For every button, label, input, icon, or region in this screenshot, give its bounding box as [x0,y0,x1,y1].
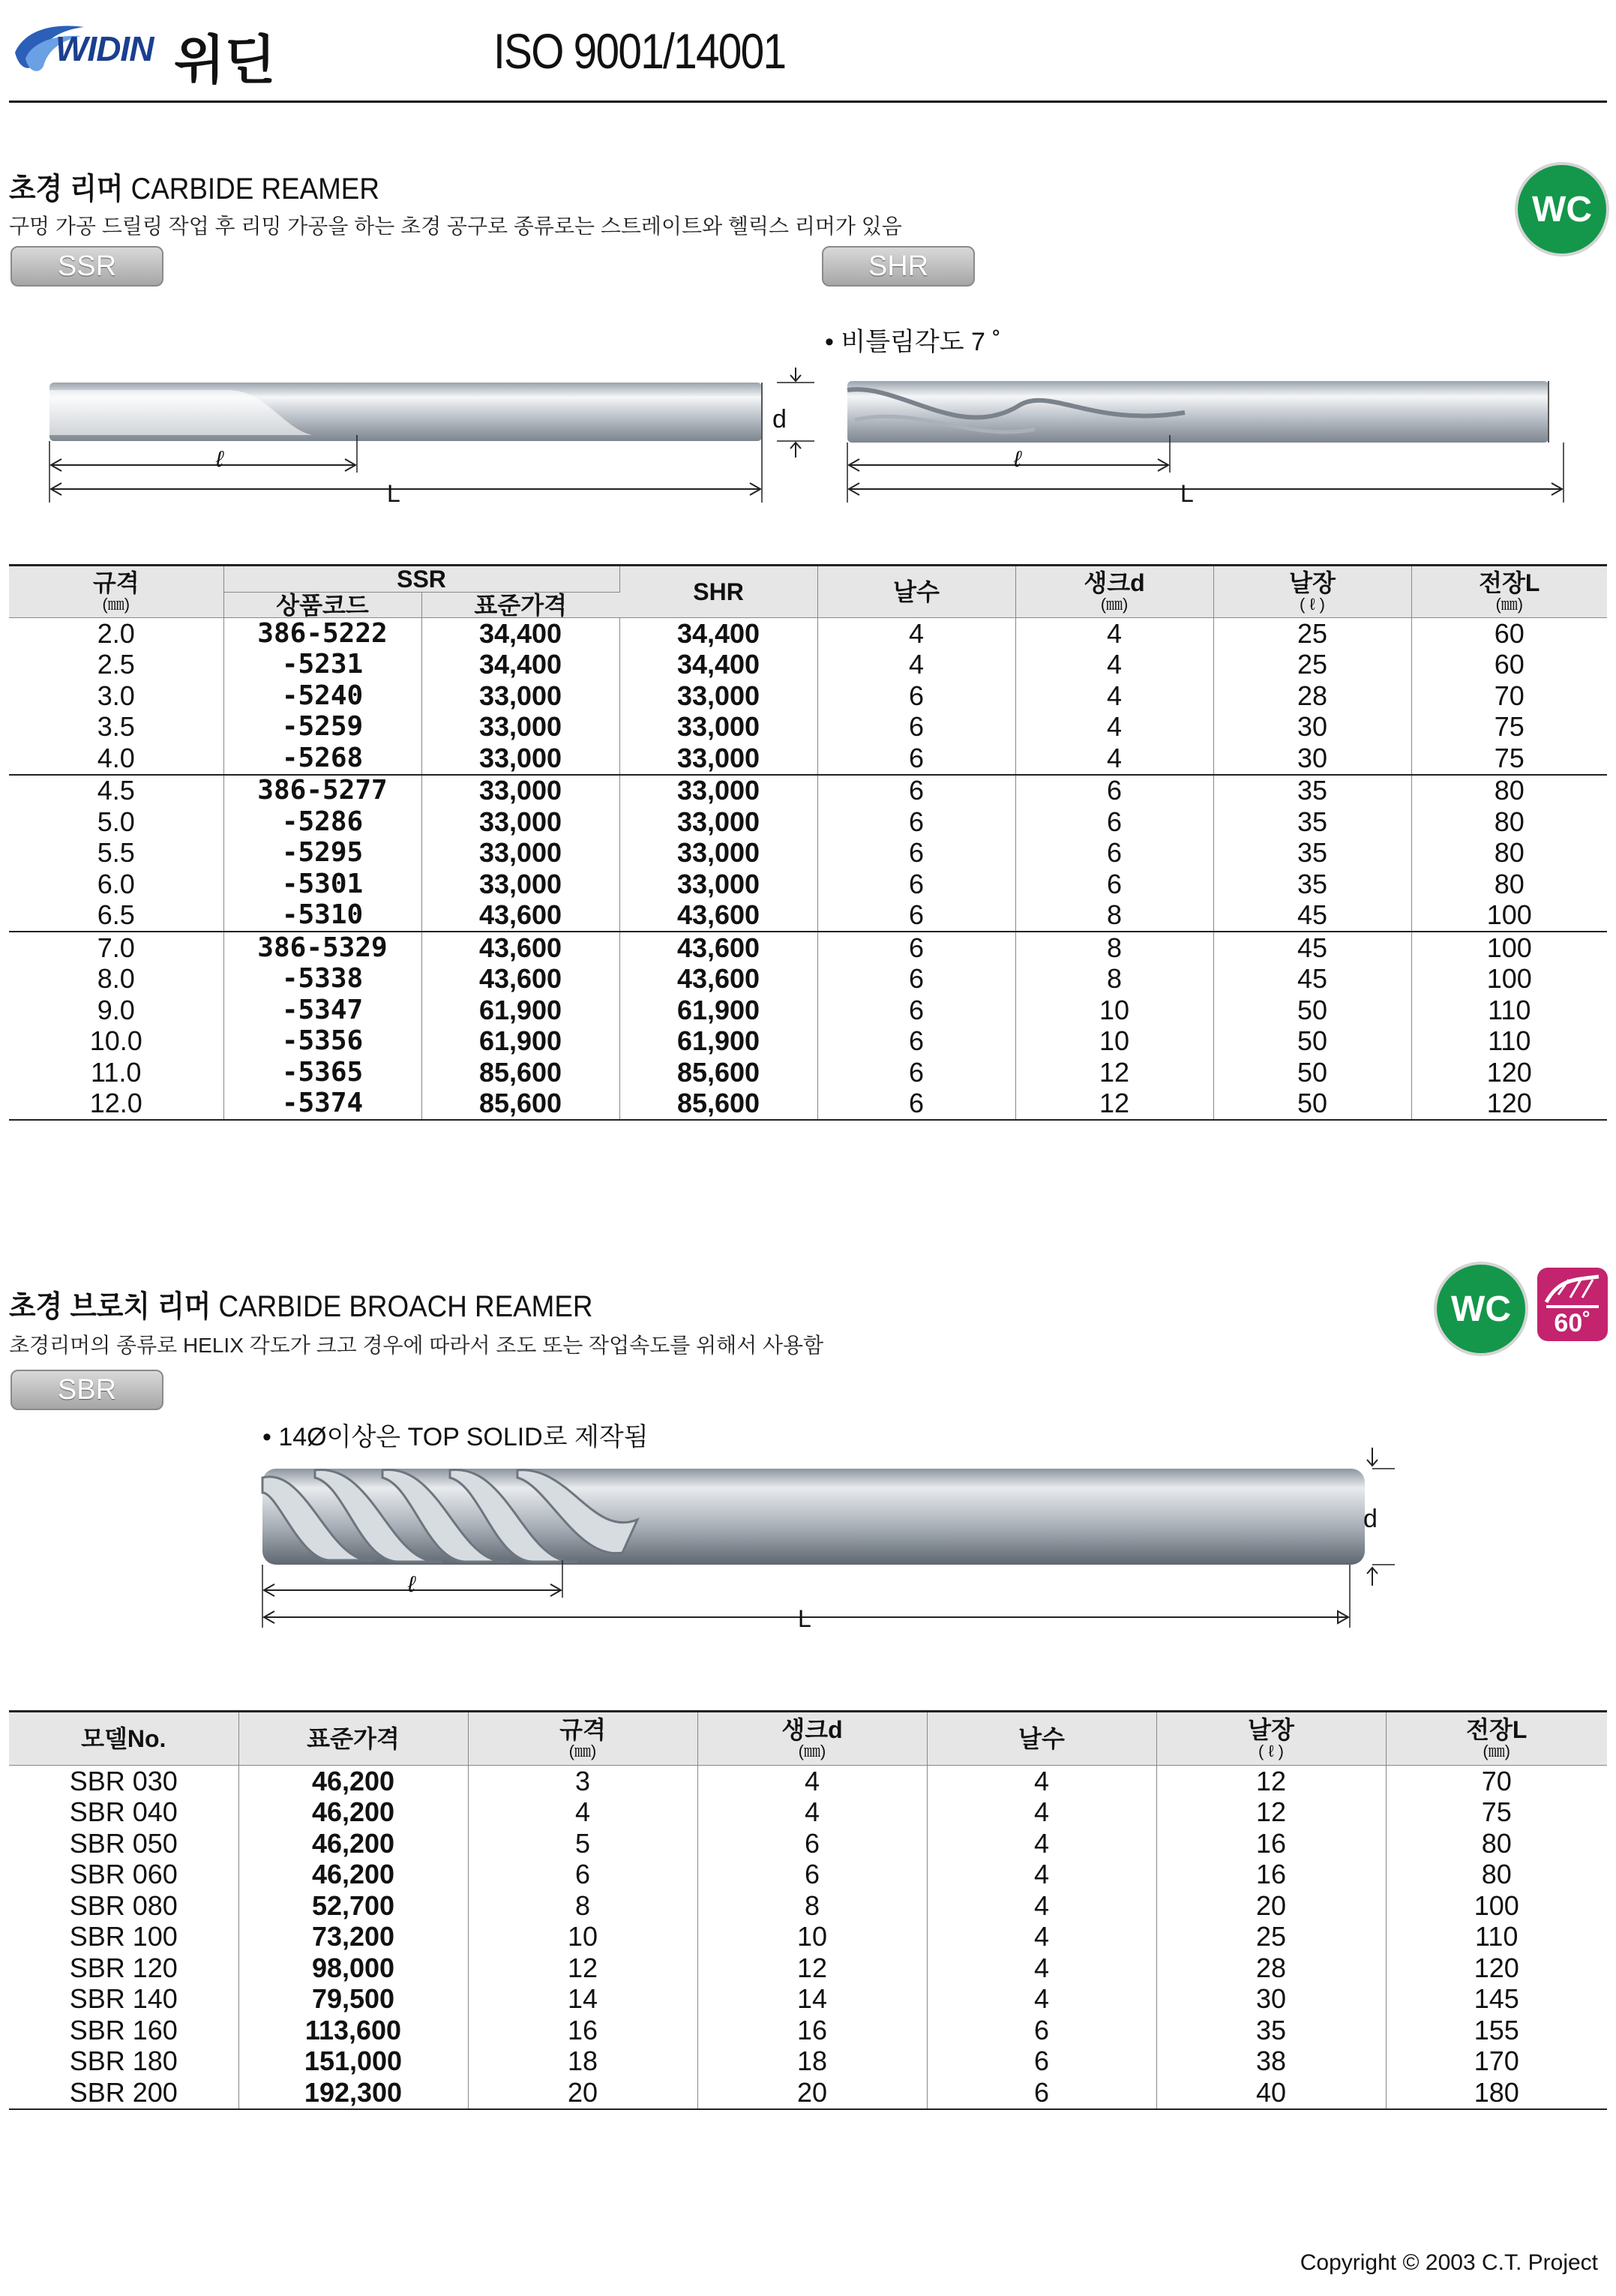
model-cell: SBR 060 [9,1859,238,1891]
shr-price-cell: 33,000 [619,775,817,807]
shr-price-cell: 43,600 [619,932,817,964]
flutes-cell: 6 [817,775,1015,807]
size-cell: 9.0 [9,995,223,1026]
table-row [9,838,1607,869]
sbr-dim-d: d [1363,1505,1378,1533]
shank-cell: 14 [697,1984,927,2015]
shank-cell: 8 [1015,900,1213,932]
shank-cell: 20 [697,2077,927,2109]
col-shank: 생크d (㎜) [1015,566,1213,618]
flute-length-cell: 25 [1213,618,1411,650]
shank-cell: 4 [697,1766,927,1797]
col-size: 규격 (㎜) [9,566,223,618]
flutes-cell: 6 [817,743,1015,775]
flutes-cell: 4 [927,1766,1156,1797]
overall-length-cell: 80 [1481,1827,1512,1859]
shank-cell: 4 [1015,618,1213,650]
table-row [9,995,1607,1026]
iso-certification: ISO 9001/14001 [493,23,786,79]
sbr-dim-L: L [798,1605,811,1632]
reamer-title-en: CARBIDE REAMER [130,173,379,206]
ssr-price-cell: 85,600 [421,1057,619,1088]
flute-length-cell: 20 [1156,1890,1386,1922]
flute-length-cell: 12 [1156,1797,1386,1829]
overall-length-cell: 75 [1494,742,1525,773]
shr-price-cell: 85,600 [619,1088,817,1121]
shank-cell: 16 [697,2015,927,2046]
shank-cell: 8 [1015,932,1213,964]
shr-price-cell: 33,000 [619,680,817,712]
overall-length-cell: 75 [1494,711,1525,743]
reamer-spec-table [9,564,1607,1121]
overall-length-cell: 100 [1411,932,1607,964]
shank-cell: 12 [1015,1088,1213,1121]
col-overall-length: 전장L (㎜) [1411,566,1607,618]
shr-helix-angle-note: • 비틀림각도 7 ˚ [825,328,1001,356]
sbr-broach-reamer-drawing [247,1448,1417,1643]
price-cell: 46,200 [238,1859,468,1891]
size-cell: 4 [468,1797,697,1829]
table-row [9,1797,1607,1829]
col-flute-length: 날장 ( ℓ ) [1213,566,1411,618]
flutes-cell: 6 [817,995,1015,1026]
overall-length-cell: 170 [1474,2045,1519,2077]
shank-cell: 6 [1015,838,1213,869]
ssr-dim-l: ℓ [216,447,223,472]
product-code-cell: -5231 [223,650,421,681]
table-row [9,2077,1607,2109]
shank-cell: 6 [1015,775,1213,807]
product-code-cell: -5240 [223,680,421,712]
flute-length-cell: 35 [1213,775,1411,807]
flute-length-cell: 35 [1213,838,1411,869]
col-flute-length: 날장 ( ℓ ) [1156,1712,1386,1766]
overall-length-cell: 80 [1494,806,1525,837]
table-row [9,1766,1607,1797]
shank-cell: 4 [1015,680,1213,712]
size-cell: 5.5 [9,838,223,869]
helix-angle-icon [1543,1272,1602,1310]
col-overall-length: 전장L (㎜) [1386,1712,1607,1766]
shank-cell: 4 [1015,712,1213,743]
flute-length-cell: 28 [1156,1952,1386,1984]
flutes-cell: 6 [817,1057,1015,1088]
shank-cell: 6 [1015,806,1213,838]
overall-length-cell: 75 [1481,1796,1512,1828]
flute-length-cell: 50 [1213,995,1411,1026]
table-row [9,806,1607,838]
size-cell: 11.0 [9,1057,223,1088]
product-code-cell: 386-5277 [223,775,421,807]
ssr-dim-L: L [387,480,400,507]
table-row [9,2046,1607,2078]
shr-price-cell: 33,000 [619,806,817,838]
flutes-cell: 6 [817,932,1015,964]
size-cell: 16 [468,2015,697,2046]
ssr-reamer-drawing [42,360,822,518]
table-row [9,1922,1607,1953]
size-cell: 14 [468,1984,697,2015]
price-cell: 113,600 [238,2015,468,2046]
flutes-cell: 6 [927,2046,1156,2078]
flute-length-cell: 25 [1213,650,1411,681]
shr-price-cell: 33,000 [619,712,817,743]
overall-length-cell: 80 [1411,775,1607,807]
size-cell: 18 [468,2046,697,2078]
table-row [9,1828,1607,1859]
flutes-cell: 4 [817,650,1015,681]
size-cell: 3.5 [9,712,223,743]
overall-length-cell: 80 [1494,837,1525,869]
model-cell: SBR 080 [9,1890,238,1922]
table-row [9,1952,1607,1984]
table-row [9,650,1607,681]
flutes-cell: 4 [927,1890,1156,1922]
size-cell: 8 [468,1890,697,1922]
overall-length-cell: 110 [1488,994,1531,1025]
shank-cell: 6 [1015,869,1213,900]
shank-cell: 6 [697,1828,927,1859]
broach-spec-table [9,1710,1607,2110]
size-cell: 10 [468,1922,697,1953]
shank-cell: 8 [1015,964,1213,995]
table-row [9,900,1607,932]
product-code-cell: -5301 [223,869,421,900]
shank-cell: 4 [697,1797,927,1829]
flute-length-cell: 30 [1213,712,1411,743]
product-code-cell: -5286 [223,806,421,838]
table-row [9,1890,1607,1922]
flutes-cell: 4 [927,1828,1156,1859]
ssr-price-cell: 43,600 [421,932,619,964]
size-cell: 5 [468,1828,697,1859]
overall-length-cell: 80 [1481,1859,1512,1890]
product-code-cell: 386-5222 [223,618,421,650]
col-ssr-group: SSR [223,566,619,593]
size-cell: 8.0 [9,964,223,995]
table-row [9,964,1607,995]
table-row [9,743,1607,775]
flute-length-cell: 35 [1213,869,1411,900]
product-code-cell: -5268 [223,743,421,775]
size-cell: 6 [468,1859,697,1891]
ssr-price-cell: 34,400 [421,650,619,681]
sbr-top-solid-note: • 14Ø이상은 TOP SOLID로 제작됨 [262,1423,649,1451]
size-cell: 12.0 [9,1088,223,1121]
overall-length-cell: 120 [1411,1088,1607,1121]
size-cell: 3.0 [9,680,223,712]
shr-price-cell: 85,600 [619,1057,817,1088]
col-product-code: 상품코드 [223,593,421,618]
shank-cell: 10 [697,1922,927,1953]
flute-length-cell: 35 [1213,806,1411,838]
ssr-price-cell: 61,900 [421,1026,619,1058]
overall-length-cell: 100 [1474,1889,1519,1921]
model-cell: SBR 140 [9,1984,238,2015]
size-cell: 4.5 [9,775,223,807]
shr-reamer-drawing [840,360,1590,518]
shank-cell: 4 [1015,650,1213,681]
col-std-price: 표준가격 [238,1712,468,1766]
shr-dim-l: ℓ [1014,447,1021,472]
flute-length-cell: 45 [1213,900,1411,932]
flutes-cell: 6 [817,712,1015,743]
overall-length-cell: 70 [1494,680,1525,711]
product-code-cell: -5295 [223,838,421,869]
price-cell: 98,000 [238,1952,468,1984]
flutes-cell: 6 [817,1088,1015,1121]
price-cell: 46,200 [238,1797,468,1829]
price-cell: 73,200 [238,1922,468,1953]
product-code-cell: -5338 [223,964,421,995]
flute-length-cell: 45 [1213,932,1411,964]
brand-name: 위딘 [174,31,276,89]
model-cell: SBR 050 [9,1828,238,1859]
ssr-price-cell: 85,600 [421,1088,619,1121]
table-row [9,1984,1607,2015]
flute-length-cell: 30 [1156,1984,1386,2015]
tab-shr[interactable]: SHR [822,246,975,287]
flute-length-cell: 35 [1156,2015,1386,2046]
shr-price-cell: 43,600 [619,964,817,995]
shr-price-cell: 34,400 [619,618,817,650]
wc-material-badge: WC [1437,1265,1525,1353]
table-row [9,932,1607,964]
shr-price-cell: 43,600 [619,900,817,932]
price-cell: 46,200 [238,1766,468,1797]
table-row [9,1859,1607,1891]
shank-cell: 8 [697,1890,927,1922]
product-code-cell: -5259 [223,712,421,743]
flutes-cell: 6 [817,964,1015,995]
flutes-cell: 4 [927,1984,1156,2015]
flutes-cell: 6 [927,2077,1156,2109]
product-code-cell: -5356 [223,1026,421,1058]
model-cell: SBR 120 [9,1952,238,1984]
size-cell: 6.5 [9,900,223,932]
wc-material-badge: WC [1518,165,1606,254]
shank-cell: 10 [1015,1026,1213,1058]
flutes-cell: 6 [817,869,1015,900]
product-code-cell: 386-5329 [223,932,421,964]
flute-length-cell: 30 [1213,743,1411,775]
helix-angle-label: 60˚ [1554,1309,1591,1337]
overall-length-cell: 155 [1474,2014,1519,2045]
flute-length-cell: 28 [1213,680,1411,712]
ssr-price-cell: 33,000 [421,712,619,743]
product-code-cell: -5310 [223,900,421,932]
flute-length-cell: 45 [1213,964,1411,995]
table-row [9,712,1607,743]
ssr-price-cell: 33,000 [421,869,619,900]
price-cell: 52,700 [238,1890,468,1922]
product-code-cell: -5374 [223,1088,421,1121]
shr-price-cell: 33,000 [619,869,817,900]
reamer-description: 구멍 가공 드릴링 작업 후 리밍 가공을 하는 초경 공구로 종류로는 스트레이트와 헬릭스 리머가 있음 [9,215,902,238]
size-cell: 2.0 [9,618,223,650]
size-cell: 6.0 [9,869,223,900]
product-code-cell: -5365 [223,1057,421,1088]
overall-length-cell: 60 [1494,649,1525,680]
col-model: 모델No. [9,1712,238,1766]
shr-price-cell: 33,000 [619,838,817,869]
table-row [9,1088,1607,1121]
table-row [9,775,1607,807]
flute-length-cell: 16 [1156,1859,1386,1891]
flutes-cell: 4 [927,1797,1156,1829]
price-cell: 46,200 [238,1828,468,1859]
flutes-cell: 4 [927,1952,1156,1984]
overall-length-cell: 110 [1488,1025,1531,1057]
copyright-footer: Copyright © 2003 C.T. Project [1300,2250,1598,2275]
size-cell: 2.5 [9,650,223,681]
product-code-cell: -5347 [223,995,421,1026]
flute-length-cell: 12 [1156,1766,1386,1797]
flute-length-cell: 16 [1156,1828,1386,1859]
ssr-price-cell: 33,000 [421,680,619,712]
ssr-price-cell: 33,000 [421,806,619,838]
flutes-cell: 6 [817,900,1015,932]
size-cell: 7.0 [9,932,223,964]
table-row [9,618,1607,650]
overall-length-cell: 120 [1474,1952,1519,1983]
flutes-cell: 6 [817,1026,1015,1058]
col-flutes: 날수 [927,1712,1156,1766]
overall-length-cell: 60 [1494,617,1525,649]
overall-length-cell: 70 [1481,1765,1512,1796]
tab-sbr[interactable]: SBR [10,1370,163,1410]
size-cell: 4.0 [9,743,223,775]
table-row [9,680,1607,712]
price-cell: 192,300 [238,2077,468,2109]
flute-length-cell: 25 [1156,1922,1386,1953]
model-cell: SBR 160 [9,2015,238,2046]
ssr-price-cell: 43,600 [421,900,619,932]
model-cell: SBR 180 [9,2046,238,2078]
overall-length-cell: 180 [1386,2077,1607,2109]
broach-title-ko: 초경 브로치 리머 [9,1290,211,1323]
shank-cell: 10 [1015,995,1213,1026]
shank-cell: 6 [697,1859,927,1891]
model-cell: SBR 200 [9,2077,238,2109]
flutes-cell: 6 [927,2015,1156,2046]
ssr-price-cell: 34,400 [421,618,619,650]
model-cell: SBR 040 [9,1797,238,1829]
flute-length-cell: 40 [1156,2077,1386,2109]
shank-cell: 12 [1015,1057,1213,1088]
col-flutes: 날수 [817,566,1015,618]
flute-length-cell: 38 [1156,2046,1386,2078]
overall-length-cell: 120 [1486,1056,1532,1088]
flutes-cell: 6 [817,680,1015,712]
flutes-cell: 6 [817,806,1015,838]
ssr-price-cell: 33,000 [421,838,619,869]
overall-length-cell: 110 [1475,1921,1519,1952]
ssr-dim-d: d [772,405,787,434]
broach-title-en: CARBIDE BROACH REAMER [218,1290,593,1323]
flute-length-cell: 50 [1213,1026,1411,1058]
overall-length-cell: 145 [1474,1983,1519,2015]
overall-length-cell: 80 [1494,868,1525,899]
shank-cell: 12 [697,1952,927,1984]
flutes-cell: 4 [927,1859,1156,1891]
flute-length-cell: 50 [1213,1088,1411,1121]
col-shank: 생크d (㎜) [697,1712,927,1766]
reamer-section-title [9,165,379,208]
reamer-title-ko: 초경 리머 [9,173,124,206]
flute-length-cell: 50 [1213,1057,1411,1088]
ssr-price-cell: 43,600 [421,964,619,995]
broach-description: 초경리머의 종류로 HELIX 각도가 크고 경우에 따라서 조도 또는 작업속도를 위해서 사용함 [9,1334,824,1357]
shank-cell: 4 [1015,743,1213,775]
tab-ssr[interactable]: SSR [10,246,163,287]
ssr-price-cell: 61,900 [421,995,619,1026]
ssr-price-cell: 33,000 [421,775,619,807]
shr-price-cell: 61,900 [619,1026,817,1058]
flutes-cell: 4 [817,618,1015,650]
flutes-cell: 6 [817,838,1015,869]
ssr-price-cell: 33,000 [421,743,619,775]
size-cell: 10.0 [9,1026,223,1058]
price-cell: 151,000 [238,2046,468,2078]
shr-price-cell: 61,900 [619,995,817,1026]
sbr-dim-l: ℓ [408,1572,415,1597]
col-std-price: 표준가격 [421,593,619,618]
col-shr: SHR [619,566,817,618]
shr-price-cell: 33,000 [619,743,817,775]
model-cell: SBR 100 [9,1922,238,1953]
size-cell: 12 [468,1952,697,1984]
shr-dim-L: L [1180,480,1194,507]
table-row [9,1026,1607,1058]
overall-length-cell: 100 [1486,963,1532,995]
flutes-cell: 4 [927,1922,1156,1953]
col-size: 규격 (㎜) [468,1712,697,1766]
shank-cell: 18 [697,2046,927,2078]
model-cell: SBR 030 [9,1766,238,1797]
size-cell: 5.0 [9,806,223,838]
size-cell: 20 [468,2077,697,2109]
table-row [9,1057,1607,1088]
logo-text: WIDIN [55,29,154,68]
price-cell: 79,500 [238,1984,468,2015]
size-cell: 3 [468,1766,697,1797]
broach-section-title [9,1283,592,1325]
table-row [9,869,1607,900]
overall-length-cell: 100 [1486,899,1532,931]
helix-angle-badge [1537,1268,1608,1341]
header-divider [9,101,1607,103]
table-row [9,2015,1607,2046]
shr-price-cell: 34,400 [619,650,817,681]
